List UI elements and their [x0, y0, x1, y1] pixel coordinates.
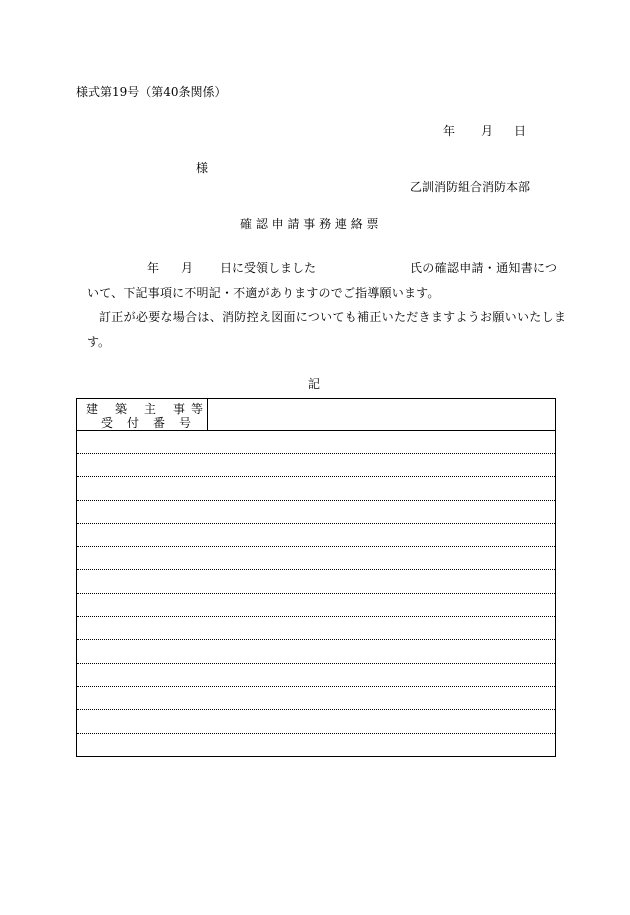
document-title: 確 認 申 請 事 務 連 絡 票 — [240, 217, 379, 231]
header-label-cell — [77, 399, 208, 430]
table-header-row — [77, 399, 555, 431]
header-char: 主 — [144, 402, 157, 416]
date-year-label: 年 — [443, 124, 456, 138]
issuer-name: 乙訓消防組合消防本部 — [410, 180, 531, 194]
entry-field[interactable] — [77, 641, 555, 664]
header-char: 番 — [153, 416, 166, 430]
entry-field[interactable] — [77, 524, 555, 547]
header-char: 等 — [191, 402, 204, 416]
entry-field[interactable] — [77, 571, 555, 594]
entry-field[interactable] — [77, 431, 555, 454]
entry-field[interactable] — [77, 454, 555, 477]
entry-line — [77, 476, 555, 477]
entry-field[interactable] — [77, 664, 555, 687]
header-value-field[interactable] — [208, 399, 555, 430]
header-char: 号 — [179, 416, 192, 430]
entry-field[interactable] — [77, 687, 555, 710]
body-line-3: 訂正が必要な場合は、消防控え図面についても補正いただきますようお願いいたしま — [99, 310, 567, 324]
body-month-label: 月 — [181, 261, 194, 275]
header-char: 事 — [173, 402, 186, 416]
body-received-text: 日に受領しました — [220, 261, 317, 275]
entry-line — [77, 639, 555, 640]
entry-field[interactable] — [77, 501, 555, 524]
entry-field[interactable] — [77, 711, 555, 734]
date-day-label: 日 — [514, 124, 527, 138]
entry-field[interactable] — [77, 617, 555, 640]
body-year-label: 年 — [147, 261, 160, 275]
ki-label: 記 — [308, 377, 321, 391]
entry-line — [77, 733, 555, 734]
header-char: 受 — [101, 416, 114, 430]
entry-field[interactable] — [77, 594, 555, 617]
entry-field[interactable] — [77, 547, 555, 570]
entry-line — [77, 709, 555, 710]
entry-field[interactable] — [77, 478, 555, 501]
addressee-suffix: 様 — [196, 161, 209, 175]
record-table — [76, 398, 556, 757]
body-line1-rest: 氏の確認申請・通知書につ — [410, 261, 558, 275]
body-line-2: いて、下記事項に不明記・不適がありますのでご指導願います。 — [87, 286, 440, 300]
date-month-label: 月 — [481, 124, 494, 138]
header-char: 建 — [86, 402, 99, 416]
header-char: 築 — [115, 402, 128, 416]
header-char: 付 — [127, 416, 140, 430]
entry-line — [77, 569, 555, 570]
body-line-4: す。 — [87, 335, 111, 349]
form-number-label: 様式第19号（第40条関係） — [76, 85, 227, 99]
